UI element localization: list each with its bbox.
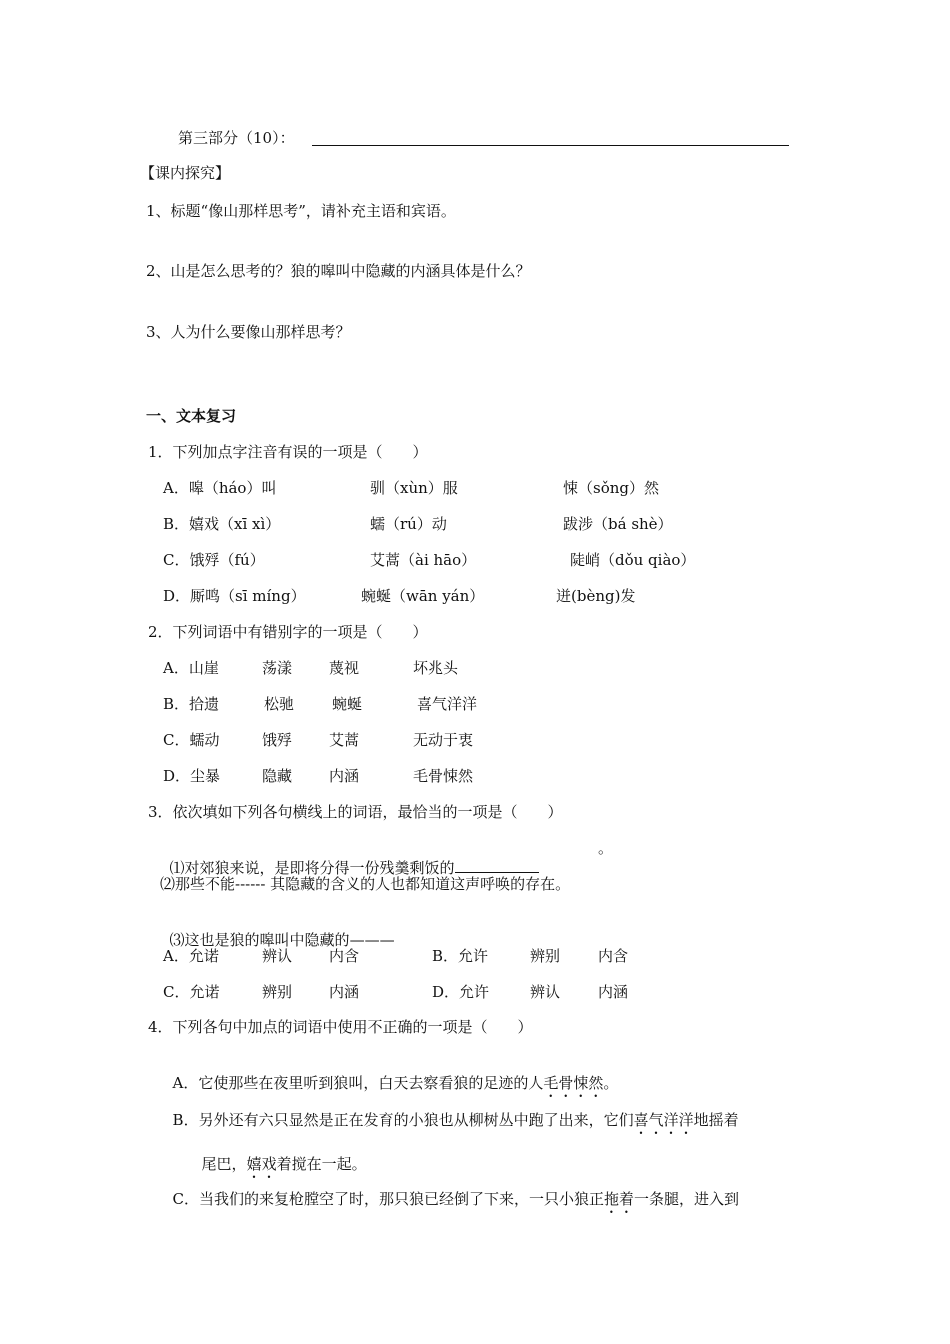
q3-option-c-word3: 内涵 bbox=[329, 983, 360, 1001]
q3-stem: 3．依次填如下列各句横线上的词语，最恰当的一项是（ ） bbox=[148, 803, 563, 821]
q3-option-c[interactable]: C．允诺 bbox=[163, 983, 220, 1001]
q1-option-c-word2: 艾蒿（ài hāo） bbox=[370, 551, 477, 569]
q3-option-a[interactable]: A．允诺 bbox=[163, 947, 219, 965]
q4-option-c[interactable] bbox=[163, 1169, 739, 1217]
q3-sentence-2: ⑵那些不能------ 其隐藏的含义的人也都知道这声呼唤的存在。 bbox=[160, 875, 571, 893]
q4-option-b-text: B．另外还有六只显然是正在发育的小狼也从柳树丛中跑了出来，它们 bbox=[172, 1111, 634, 1129]
q2-option-a-word3: 蔑视 bbox=[329, 659, 360, 677]
q2-option-c-word4: 无动于衷 bbox=[413, 731, 474, 749]
q4-option-c-end: 一条腿，进入到 bbox=[634, 1190, 740, 1208]
q3-option-d-word2: 辨认 bbox=[530, 983, 561, 1001]
q4-option-a-end: 。 bbox=[603, 1074, 619, 1092]
q1-stem: 1．下列加点字注音有误的一项是（ ） bbox=[148, 443, 428, 461]
q4-option-b-line2-dotted: 嬉戏 bbox=[246, 1155, 277, 1173]
q3-option-c-word2: 辨别 bbox=[262, 983, 293, 1001]
q3-sentence-3-text: ⑶这也是狼的嗥叫中隐藏的 bbox=[169, 931, 350, 949]
q1-option-b-word2: 蠕（rú）动 bbox=[370, 515, 447, 533]
q4-option-c-text: C．当我们的来复枪膛空了时，那只狼已经倒了下来，一只小狼正 bbox=[172, 1190, 605, 1208]
q1-option-b[interactable]: B．嬉戏（xī xì） bbox=[163, 515, 281, 533]
q4-option-a-dotted: 毛骨悚然 bbox=[543, 1074, 604, 1092]
q4-option-b-end: 地摇着 bbox=[693, 1111, 739, 1129]
q3-sentence-1 bbox=[160, 838, 539, 878]
q3-sentence-1-text: ⑴对郊狼来说，是即将分得一份残羹剩饭的 bbox=[169, 859, 455, 877]
inquiry-question-2: 2、山是怎么思考的？狼的嗥叫中隐藏的内涵具体是什么？ bbox=[146, 262, 531, 280]
q3-blank-3[interactable]: ——— bbox=[349, 931, 395, 949]
q3-option-d[interactable]: D．允许 bbox=[432, 983, 490, 1001]
q1-option-a-word3: 悚（sǒng）然 bbox=[563, 479, 659, 497]
q3-sentence-3 bbox=[160, 910, 395, 950]
q2-option-c-word3: 艾蒿 bbox=[329, 731, 360, 749]
q1-option-c-word3: 陡峭（dǒu qiào） bbox=[570, 551, 696, 569]
q1-option-b-word3: 跋涉（bá shè） bbox=[563, 515, 673, 533]
q1-option-d-word3: 迸(bèng)发 bbox=[556, 587, 636, 605]
q4-option-a-text: A．它使那些在夜里听到狼叫，白天去察看狼的足迹的人 bbox=[172, 1074, 544, 1092]
q1-option-a[interactable]: A．嗥（háo）叫 bbox=[163, 479, 277, 497]
q3-option-b[interactable]: B．允许 bbox=[432, 947, 489, 965]
q2-option-c-word2: 饿殍 bbox=[262, 731, 293, 749]
q3-option-d-word3: 内涵 bbox=[598, 983, 629, 1001]
q4-stem: 4．下列各句中加点的词语中使用不正确的一项是（ ） bbox=[148, 1018, 533, 1036]
section-heading-review: 一、文本复习 bbox=[146, 407, 237, 425]
inquiry-question-1: 1、标题“像山那样思考”，请补充主语和宾语。 bbox=[146, 202, 456, 220]
q2-option-d-word3: 内涵 bbox=[329, 767, 360, 785]
q3-blank-1[interactable] bbox=[455, 858, 539, 873]
q2-option-b-word2: 松驰 bbox=[264, 695, 295, 713]
inquiry-question-3: 3、人为什么要像山那样思考？ bbox=[146, 323, 351, 341]
q2-option-a[interactable]: A．山崖 bbox=[163, 659, 219, 677]
part3-label: 第三部分（10）： bbox=[178, 129, 295, 147]
q1-option-d-word2: 蜿蜒（wān yán） bbox=[361, 587, 485, 605]
q2-option-c[interactable]: C．蠕动 bbox=[163, 731, 220, 749]
q4-option-c-dotted: 拖着 bbox=[604, 1190, 635, 1208]
q2-option-d-word2: 隐藏 bbox=[262, 767, 293, 785]
q4-option-b[interactable] bbox=[163, 1090, 739, 1138]
q1-option-c[interactable]: C．饿殍（fú） bbox=[163, 551, 265, 569]
q3-sentence-1-end: 。 bbox=[598, 839, 614, 857]
q2-option-d-word4: 毛骨悚然 bbox=[413, 767, 474, 785]
q2-option-b-word3: 蜿蜒 bbox=[332, 695, 363, 713]
q1-option-a-word2: 驯（xùn）服 bbox=[370, 479, 458, 497]
q3-option-b-word2: 辨别 bbox=[530, 947, 561, 965]
q2-option-a-word2: 荡漾 bbox=[262, 659, 293, 677]
q3-option-a-word2: 辨认 bbox=[262, 947, 293, 965]
section-heading-ketnei: 【课内探究】 bbox=[140, 164, 231, 182]
q1-option-d[interactable]: D．厮鸣（sī míng） bbox=[163, 587, 306, 605]
part3-answer-line[interactable] bbox=[312, 145, 789, 146]
q4-option-b-dotted: 喜气洋洋 bbox=[633, 1111, 694, 1129]
q2-option-b[interactable]: B．拾遗 bbox=[163, 695, 220, 713]
q2-option-d[interactable]: D．尘暴 bbox=[163, 767, 221, 785]
q2-option-a-word4: 坏兆头 bbox=[413, 659, 459, 677]
q3-option-b-word3: 内含 bbox=[598, 947, 629, 965]
q2-stem: 2．下列词语中有错别字的一项是（ ） bbox=[148, 623, 428, 641]
q2-option-b-word4: 喜气洋洋 bbox=[417, 695, 478, 713]
q3-option-a-word3: 内含 bbox=[329, 947, 360, 965]
q4-option-b-line2-text: 尾巴， bbox=[201, 1155, 247, 1173]
q4-option-b-line2-end: 着搅在一起。 bbox=[276, 1155, 367, 1173]
